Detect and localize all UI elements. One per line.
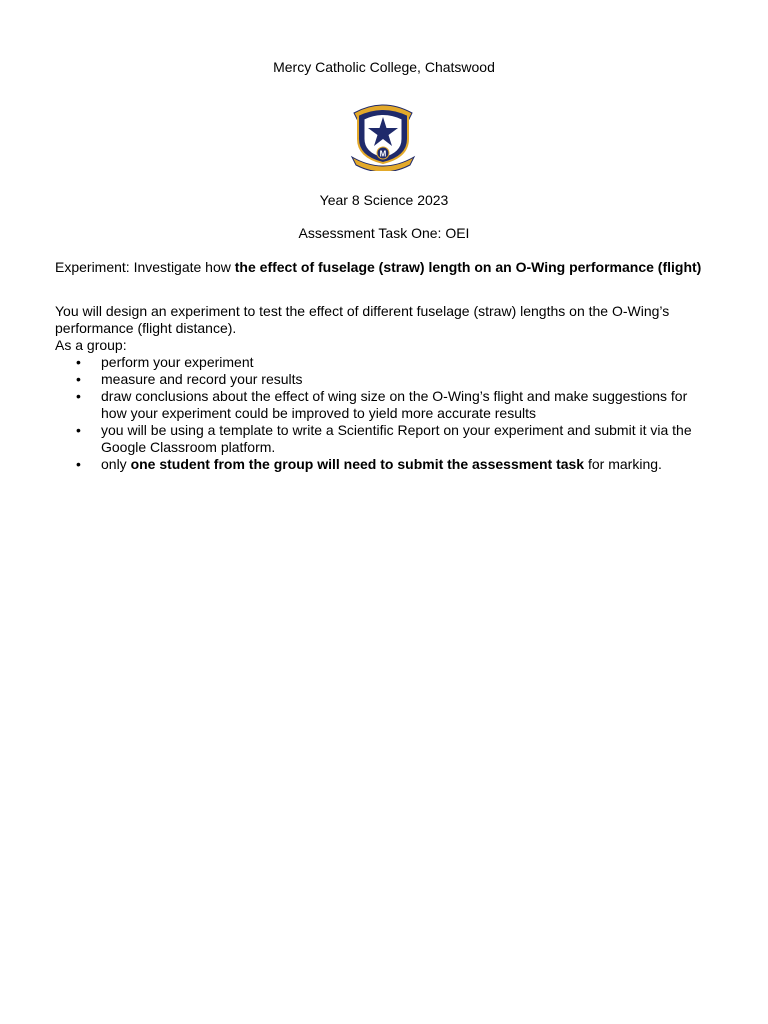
list-item — [55, 354, 705, 371]
school-crest-icon — [348, 99, 418, 171]
instructions-section — [55, 303, 705, 473]
experiment-prefix: Experiment: Investigate how — [55, 259, 235, 275]
experiment-statement — [55, 259, 755, 276]
list-item — [55, 456, 705, 473]
intro-paragraph: You will design an experiment to test the effect of different fuselage (straw) lengths on the O-Wing’s performance (flight distance). — [55, 303, 670, 336]
list-item-text: measure and record your results — [101, 371, 303, 387]
task-title: Assessment Task One: OEI — [298, 225, 470, 241]
list-item — [55, 422, 705, 456]
list-item-suffix: for marking. — [584, 456, 662, 472]
subject-year-heading: Year 8 Science 2023 — [319, 192, 449, 208]
list-item — [55, 388, 705, 422]
list-item-emphasis: one student from the group will need to submit the assessment task — [130, 456, 585, 472]
list-item — [55, 371, 705, 388]
list-item-prefix: only — [101, 456, 131, 472]
group-intro: As a group: — [55, 337, 127, 353]
school-name: Mercy Catholic College, Chatswood — [273, 59, 495, 75]
svg-text:M: M — [379, 149, 387, 159]
list-item-text: draw conclusions about the effect of wing size on the O-Wing’s flight and make suggestions for how your experiment could be improved to yield more accurate results — [101, 388, 688, 421]
task-list — [55, 354, 705, 473]
list-item-text: you will be using a template to write a Scientific Report on your experiment and submit it via the Google Classroom platform. — [101, 422, 692, 455]
experiment-aim: the effect of fuselage (straw) length on an O-Wing performance (flight) — [234, 259, 702, 275]
list-item-text: perform your experiment — [101, 354, 254, 370]
